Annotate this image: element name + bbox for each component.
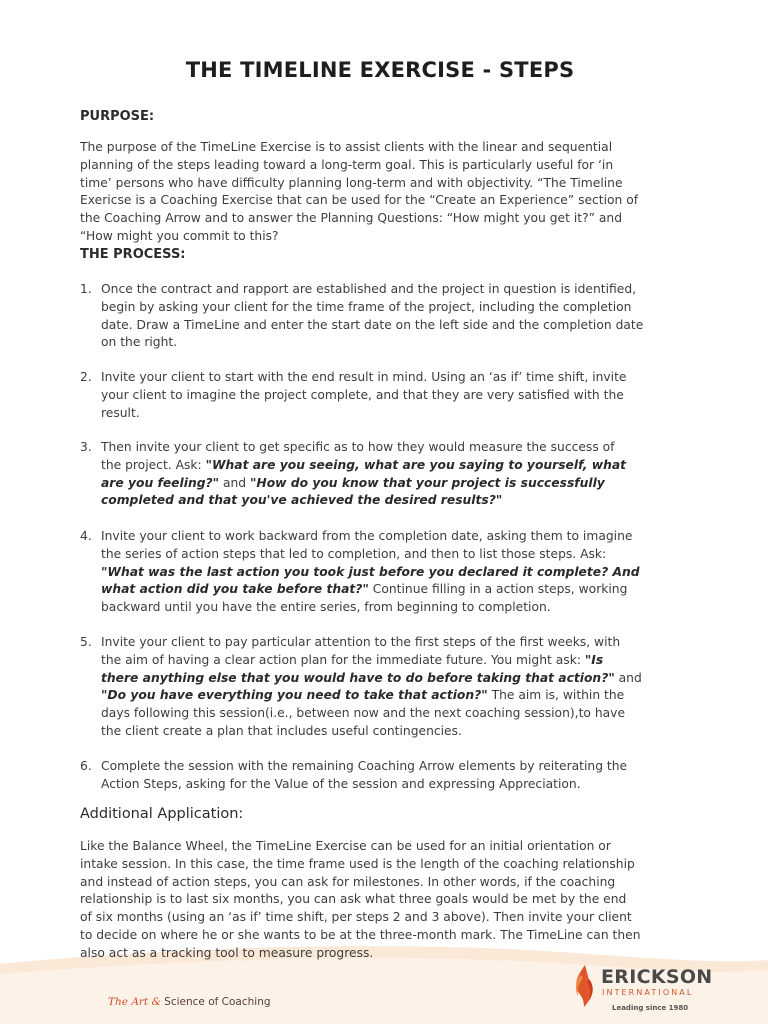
purpose-paragraph: The purpose of the TimeLine Exercise is to assist clients with the linear and sequential planning of the steps leading toward a long-term goal. This is particularly useful for ‘in time’ persons who have difficulty planning long-term and with objectivity. “The Timeline Exericse is a Coaching Exercise that can be used for the “Create an Experience” section of the Coaching Arrow and to answer the Planning Questions: “How might you get it?” and “How might you commit to this?	[80, 140, 639, 243]
purpose-heading: PURPOSE:	[80, 109, 155, 124]
step-number: 4.	[80, 529, 92, 543]
process-step-3: 3. Then invite your client to get specific as to how they would measure the success of the project. Ask: "What are you seeing, what are you saying to yourself, what are you feeling?" and "How do you know that your project is successfully completed and that you've achieved the desired results?"	[80, 440, 627, 508]
process-step-1: 1. Once the contract and rapport are established and the project in question is identified, begin by asking your client for the time frame of the project, including the completion date. Draw a TimeLine and enter the start date on the left side and the completion date on the right.	[80, 282, 644, 350]
step-number: 1.	[80, 282, 92, 296]
coaching-question: are you feeling?"	[101, 475, 220, 490]
coaching-question: completed and that you've achieved the desired results?"	[101, 493, 503, 508]
step-number: 2.	[80, 370, 92, 384]
coaching-question: "Do you have everything you need to take that action?"	[101, 688, 488, 703]
step-number: 5.	[80, 635, 92, 649]
logo-wordmark: ERICKSON	[601, 966, 713, 988]
flame-logo-icon	[572, 963, 598, 1011]
additional-application-paragraph: Like the Balance Wheel, the TimeLine Exercise can be used for an initial orientation or intake session. In this case, the time frame used is the length of the coaching relationship and instead of action steps, you can ask for milestones. In other words, if the coaching relationship is to last six months, you can ask what three goals would be met by the end of six months (using an ‘as if’ time shift, per steps 2 and 3 above). Then invite your client to decide on where he or she wants to be at the three-month mark. The TimeLine can then also act as a tracking tool to measure progress.	[80, 839, 641, 960]
step-number: 6.	[80, 759, 92, 773]
logo-subtitle: INTERNATIONAL	[602, 988, 694, 997]
process-step-2: 2. Invite your client to start with the end result in mind. Using an ‘as if’ time shift, invite your client to imagine the project complete, and that they are very satisfied with the result.	[80, 370, 627, 420]
coaching-question: "What was the last action you took just before you declared it complete? And	[101, 564, 640, 579]
coaching-question: there anything else that you would have to do before taking that action?"	[101, 670, 615, 685]
process-step-6: 6. Complete the session with the remaining Coaching Arrow elements by reiterating the Action Steps, asking for the Value of the session and expressing Appreciation.	[80, 759, 628, 791]
process-heading: THE PROCESS:	[80, 247, 186, 262]
coaching-question: what action did you take before that?"	[101, 582, 369, 597]
step-number: 3.	[80, 440, 92, 454]
coaching-question: "How do you know that your project is successfully	[250, 475, 605, 490]
process-step-5: 5. Invite your client to pay particular attention to the first steps of the first weeks, with the aim of having a clear action plan for the immediate future. You might ask: "Is there anything else that you would have to do before taking that action?" and "Do you have everything you need to take that action?" The aim is, within the days following this session(i.e., between now and the next coaching session),to have the client create a plan that includes useful contingencies.	[80, 635, 642, 738]
logo-tagline: Leading since 1980	[612, 1004, 689, 1012]
page-title: THE TIMELINE EXERCISE - STEPS	[185, 58, 575, 82]
coaching-question: "Is	[584, 652, 604, 667]
additional-application-heading: Additional Application:	[80, 806, 244, 822]
coaching-question: "What are you seeing, what are you saying to yourself, what	[205, 457, 627, 472]
process-step-4: 4. Invite your client to work backward from the completion date, asking them to imagine the series of action steps that led to completion, and then to list those steps. Ask: "What was the last action you took just before you declared it complete? And what action did you take before that?" Continue filling in a action steps, working backward until you have the entire series, from beginning to completion.	[80, 529, 640, 615]
footer-tagline: The Art & Science of Coaching	[108, 996, 271, 1008]
